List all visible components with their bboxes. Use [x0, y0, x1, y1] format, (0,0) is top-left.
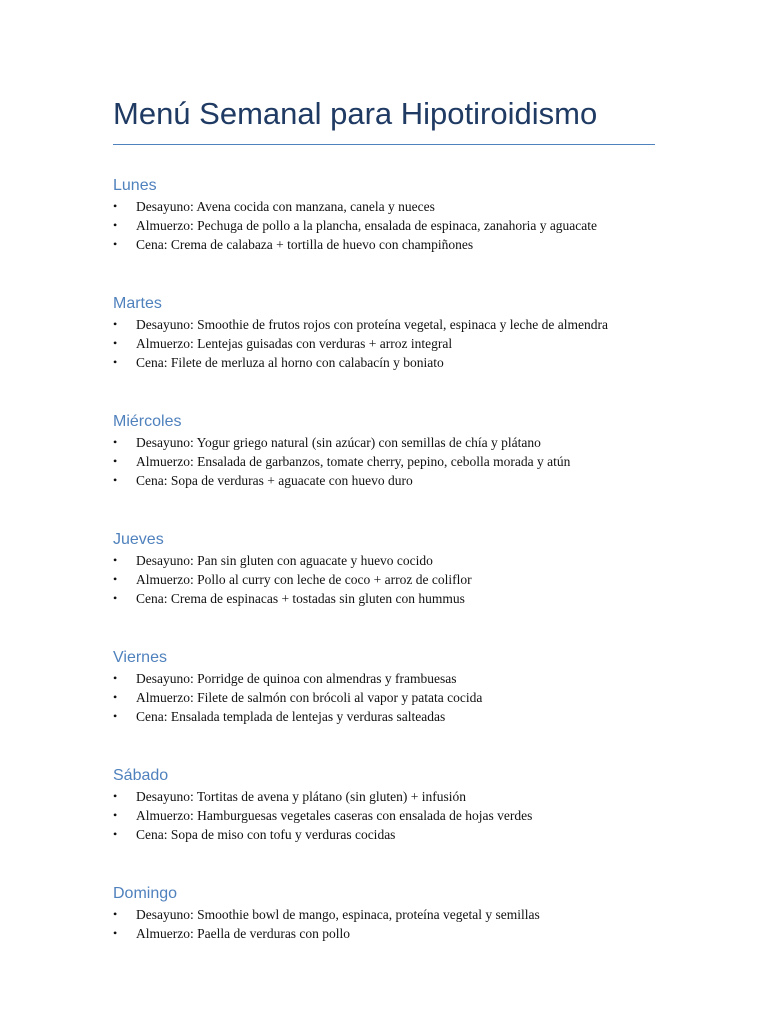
meal-text: Almuerzo: Pollo al curry con leche de coco + arroz de coliflor [136, 572, 472, 587]
meal-text: Cena: Crema de espinacas + tostadas sin gluten con hummus [136, 591, 465, 606]
bullet-icon: • [113, 827, 118, 841]
bullet-icon: • [113, 218, 118, 232]
meal-item [113, 669, 655, 688]
meal-item [113, 570, 655, 589]
meal-item [113, 787, 655, 806]
meal-text: Desayuno: Yogur griego natural (sin azúcar) con semillas de chía y plátano [136, 435, 541, 450]
meal-item [113, 905, 655, 924]
day-heading: Lunes [113, 177, 157, 194]
meal-text: Desayuno: Smoothie de frutos rojos con proteína vegetal, espinaca y leche de almendra [136, 317, 608, 332]
bullet-icon: • [113, 907, 118, 921]
bullet-icon: • [113, 355, 118, 369]
meal-text: Cena: Filete de merluza al horno con calabacín y boniato [136, 355, 444, 370]
bullet-icon: • [113, 553, 118, 567]
meal-text: Cena: Crema de calabaza + tortilla de huevo con champiñones [136, 237, 474, 252]
bullet-icon: • [113, 199, 118, 213]
meal-item [113, 551, 655, 570]
bullet-icon: • [113, 709, 118, 723]
day-section-3 [113, 529, 655, 608]
meal-text: Almuerzo: Lentejas guisadas con verduras + arroz integral [136, 336, 453, 351]
meal-text: Desayuno: Smoothie bowl de mango, espinaca, proteína vegetal y semillas [136, 907, 540, 922]
bullet-icon: • [113, 336, 118, 350]
meal-text: Desayuno: Tortitas de avena y plátano (sin gluten) + infusión [136, 789, 466, 804]
meal-item [113, 924, 655, 943]
meal-text: Desayuno: Avena cocida con manzana, canela y nueces [136, 199, 435, 214]
day-heading: Jueves [113, 531, 164, 548]
meal-list [113, 315, 655, 372]
day-heading: Martes [113, 295, 162, 312]
meal-list [113, 551, 655, 608]
bullet-icon: • [113, 789, 118, 803]
meal-list [113, 197, 655, 254]
meal-text: Desayuno: Porridge de quinoa con almendras y frambuesas [136, 671, 457, 686]
day-section-1 [113, 293, 655, 372]
meal-item [113, 334, 655, 353]
day-section-0 [113, 175, 655, 254]
meal-item [113, 471, 655, 490]
bullet-icon: • [113, 671, 118, 685]
day-heading: Sábado [113, 767, 169, 784]
bullet-icon: • [113, 237, 118, 251]
meal-item [113, 235, 655, 254]
bullet-icon: • [113, 317, 118, 331]
meal-item [113, 825, 655, 844]
meal-text: Almuerzo: Ensalada de garbanzos, tomate cherry, pepino, cebolla morada y atún [136, 454, 571, 469]
meal-text: Almuerzo: Filete de salmón con brócoli al vapor y patata cocida [136, 690, 483, 705]
day-section-4 [113, 647, 655, 726]
meal-item [113, 433, 655, 452]
meal-item [113, 315, 655, 334]
meal-item [113, 806, 655, 825]
meal-item [113, 216, 655, 235]
day-section-6 [113, 883, 655, 943]
day-heading: Miércoles [113, 413, 182, 430]
day-heading: Viernes [113, 649, 167, 666]
document-page [113, 90, 655, 943]
meal-text: Cena: Ensalada templada de lentejas y verduras salteadas [136, 709, 446, 724]
bullet-icon: • [113, 808, 118, 822]
day-heading: Domingo [113, 885, 178, 902]
day-section-5 [113, 765, 655, 844]
meal-item [113, 589, 655, 608]
meal-item [113, 707, 655, 726]
meal-list [113, 787, 655, 844]
meal-list [113, 433, 655, 490]
meal-item [113, 353, 655, 372]
meal-text: Cena: Sopa de miso con tofu y verduras cocidas [136, 827, 396, 842]
bullet-icon: • [113, 473, 118, 487]
bullet-icon: • [113, 690, 118, 704]
meal-item [113, 452, 655, 471]
meal-item [113, 197, 655, 216]
meal-text: Desayuno: Pan sin gluten con aguacate y huevo cocido [136, 553, 433, 568]
bullet-icon: • [113, 435, 118, 449]
meal-text: Cena: Sopa de verduras + aguacate con huevo duro [136, 473, 413, 488]
bullet-icon: • [113, 926, 118, 940]
bullet-icon: • [113, 572, 118, 586]
page-title: Menú Semanal para Hipotiroidismo [113, 90, 655, 145]
meal-list [113, 905, 655, 943]
meal-text: Almuerzo: Paella de verduras con pollo [136, 926, 351, 941]
meal-text: Almuerzo: Pechuga de pollo a la plancha, ensalada de espinaca, zanahoria y aguacate [136, 218, 598, 233]
meal-item [113, 688, 655, 707]
meal-text: Almuerzo: Hamburguesas vegetales caseras con ensalada de hojas verdes [136, 808, 533, 823]
bullet-icon: • [113, 454, 118, 468]
day-section-2 [113, 411, 655, 490]
days-container [113, 175, 655, 943]
meal-list [113, 669, 655, 726]
bullet-icon: • [113, 591, 118, 605]
